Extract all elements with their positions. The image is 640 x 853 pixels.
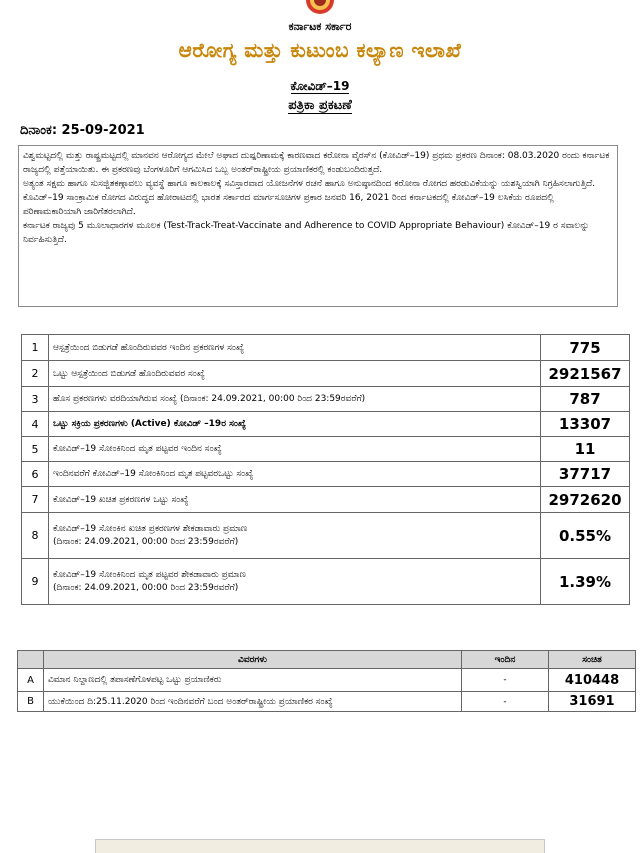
department-name: ಆರೋಗ್ಯ ಮತ್ತು ಕುಟುಂಬ ಕಲ್ಯಾಣ ಇಲಾಖೆ	[178, 38, 462, 62]
row-number: 1	[22, 335, 49, 361]
government-emblem-icon	[300, 0, 340, 20]
table-row	[22, 462, 630, 487]
release-date: ದಿನಾಂಕ: 25-09-2021	[20, 123, 145, 138]
row-value: 37717	[541, 462, 630, 487]
intro-paragraph: ಕೊವಿಡ್–19 ಸಾಂಕ್ರಾಮಿಕ ರೋಗದ ವಿರುದ್ಧದ ಹೋರಾಟದಲ್ಲಿ ಭಾರತ ಸರ್ಕಾರದ ಮಾರ್ಗಸೂಚಿಗಳ ಪ್ರಕಾರ ಜನವರಿ 16, 2021 ರಿಂದ ಕರ್ನಾಟಕದಲ್ಲಿ ಕೋವಿಡ್–19 ಲಸಿಕೆಯ ರೂಪದಲ್ಲಿ ಪರಿಣಾಮಕಾರಿಯಾಗಿ ಜಾರಿಗೆತರಲಾಗಿದೆ.	[23, 193, 554, 217]
footer-banner	[95, 839, 545, 853]
table-row	[22, 412, 630, 437]
row-number: 5	[22, 437, 49, 462]
table-row	[18, 669, 636, 692]
travel-table	[17, 650, 636, 712]
table-row	[22, 513, 630, 559]
row-label: ಕೋವಿಡ್–19 ಸೋಂಕಿನಿಂದ ಮೃತ ಪಟ್ಟವರ ಶೇಕಡಾವಾರು ಪ್ರಮಾಣ (ದಿನಾಂಕ: 24.09.2021, 00:00 ರಿಂದ 23:59ರವರೆಗೆ)	[49, 559, 541, 605]
column-header: ಸಂಚಿತ	[549, 651, 636, 669]
row-number: 8	[22, 513, 49, 559]
table-header-row	[18, 651, 636, 669]
column-header: ಇಂದಿನ	[462, 651, 549, 669]
table-row	[22, 559, 630, 605]
row-value: 0.55%	[541, 513, 630, 559]
row-number: 9	[22, 559, 49, 605]
covid-stats-table	[21, 334, 630, 605]
intro-paragraph: ಅತ್ಯಂತ ಸಕ್ಷಮ ಹಾಗೂ ಸುಸಜ್ಜಿತಕಣ್ಗಾವಲು ವ್ಯವಸ್ಥೆ ಹಾಗೂ ಕಾಲಕಾಲಕ್ಕೆ ಸವಿಸ್ತಾರವಾದ ಯೋಜನೆಗಳ ರಚನೆ ಹಾಗೂ ಅನುಷ್ಠಾನದಿಂದ ಕರೋನಾ ರೋಗದ ಹರಡುವಿಕೆಯನ್ನು ಯಶಸ್ವಿಯಾಗಿ ನಿಗ್ರಹಿಸಲಾಗುತ್ತಿದೆ.	[23, 179, 596, 189]
row-value: 1.39%	[541, 559, 630, 605]
intro-box	[18, 145, 618, 307]
table-row	[22, 437, 630, 462]
column-header: ವಿವರಗಳು	[44, 651, 462, 669]
row-label: ಕೋವಿಡ್–19 ಸೋಂಕಿನ ಖಚಿತ ಪ್ರಕರಣಗಳ ಶೇಕಡಾವಾರು ಪ್ರಮಾಣ (ದಿನಾಂಕ: 24.09.2021, 00:00 ರಿಂದ 23:59ರವರೆಗೆ)	[49, 513, 541, 559]
row-value: 2921567	[541, 361, 630, 387]
row-value: 13307	[541, 412, 630, 437]
table-row	[22, 361, 630, 387]
row-today: -	[462, 669, 549, 692]
row-label: ಒಟ್ಟು ಸಕ್ರಿಯ ಪ್ರಕರಣಗಳು (Active) ಕೋವಿಡ್ –19ರ ಸಂಖ್ಯೆ	[49, 412, 541, 437]
table-row	[22, 487, 630, 513]
row-cumulative: 31691	[549, 692, 636, 712]
row-value: 775	[541, 335, 630, 361]
row-label: ಹೊಸ ಪ್ರಕರಣಗಳು ವರದಿಯಾಗಿರುವ ಸಂಖ್ಯೆ (ದಿನಾಂಕ: 24.09.2021, 00:00 ರಿಂದ 23:59ರವರೆಗೆ)	[49, 387, 541, 412]
row-label: ಇಂದಿನವರೆಗೆ ಕೋವಿಡ್–19 ಸೋಂಕಿನಿಂದ ಮೃತ ಪಟ್ಟವರಒಟ್ಟು ಸಂಖ್ಯೆ	[49, 462, 541, 487]
table-row	[22, 335, 630, 361]
row-number: 7	[22, 487, 49, 513]
row-letter: B	[18, 692, 44, 712]
row-cumulative: 410448	[549, 669, 636, 692]
row-label: ವಿಮಾನ ನಿಲ್ದಾಣದಲ್ಲಿ ತಪಾಸಣೆಗೊಳಪಟ್ಟ ಒಟ್ಟು ಪ್ರಯಾಣಿಕರು	[44, 669, 462, 692]
row-label: ಕೋವಿಡ್–19 ಸೋಂಕಿನಿಂದ ಮೃತ ಪಟ್ಟವರ ಇಂದಿನ ಸಂಖ್ಯೆ	[49, 437, 541, 462]
row-number: 2	[22, 361, 49, 387]
row-value: 2972620	[541, 487, 630, 513]
press-release-heading: ಪತ್ರಿಕಾ ಪ್ರಕಟಣೆ	[288, 98, 352, 113]
row-number: 6	[22, 462, 49, 487]
row-number: 4	[22, 412, 49, 437]
table-row	[22, 387, 630, 412]
government-name: ಕರ್ನಾಟಕ ಸರ್ಕಾರ	[288, 20, 352, 33]
row-value: 11	[541, 437, 630, 462]
row-number: 3	[22, 387, 49, 412]
column-header	[18, 651, 44, 669]
intro-paragraph: ವಿಶ್ವಮಟ್ಟದಲ್ಲಿ ಮತ್ತು ರಾಷ್ಟ್ರಮಟ್ಟದಲ್ಲಿ ಮಾನವನ ಆರೋಗ್ಯದ ಮೇಲೆ ಅಘಾದ ದುಷ್ಪರಿಣಾಮಕ್ಕೆ ಕಾರಣವಾದ ಕರೋನಾ ವೈರಸ್‌ನ (ಕೋವಿಡ್–19) ಪ್ರಥಮ ಪ್ರಕರಣ ದಿನಾಂಕ: 08.03.2020 ರಂದು ಕರ್ನಾಟಕ ರಾಜ್ಯದಲ್ಲಿ ಪತ್ತೆಯಾಯಿತು. ಈ ಪ್ರಕರಣವು ಬೆಂಗಳೂರಿಗೆ ಆಗಮಿಸಿದ ಒಬ್ಬ ಅಂತರ್‌ರಾಷ್ಟ್ರೀಯ ಪ್ರಯಾಣಿಕರಲ್ಲಿ ಕಂಡುಬಂದಿರುತ್ತದೆ.	[23, 151, 610, 175]
row-label: ಯುಕೆಯಿಂದ ದಿ:25.11.2020 ರಿಂದ ಇಂದಿನವರೆಗೆ ಬಂದ ಅಂತರ್‌ರಾಷ್ಟ್ರೀಯ ಪ್ರಯಾಣಿಕರ ಸಂಖ್ಯೆ	[44, 692, 462, 712]
table-row	[18, 692, 636, 712]
row-label: ಒಟ್ಟು ಆಸ್ಪತ್ರೆಯಿಂದ ಬಿಡುಗಡೆ ಹೊಂದಿರುವವರ ಸಂಖ್ಯೆ	[49, 361, 541, 387]
row-label: ಕೋವಿಡ್–19 ಖಚಿತ ಪ್ರಕರಣಗಳ ಒಟ್ಟು ಸಂಖ್ಯೆ	[49, 487, 541, 513]
row-label: ಆಸ್ಪತ್ರೆಯಿಂದ ಬಿಡುಗಡೆ ಹೊಂದಿರುವವರ ಇಂದಿನ ಪ್ರಕರಣಗಳ ಸಂಖ್ಯೆ	[49, 335, 541, 361]
row-value: 787	[541, 387, 630, 412]
covid-heading: ಕೋವಿಡ್–19	[290, 79, 350, 93]
intro-paragraph: ಕರ್ನಾಟಕ ರಾಜ್ಯವು 5 ಮೂಲಾಧಾರಗಳ ಮೂಲಕ (Test-Track-Treat-Vaccinate and Adherence to COVID Appropriate Behaviour) ಕೋವಿಡ್–19 ರ ಸವಾಲನ್ನು ನಿರ್ವಹಿಸುತ್ತಿದೆ.	[23, 221, 590, 245]
row-today: -	[462, 692, 549, 712]
row-letter: A	[18, 669, 44, 692]
